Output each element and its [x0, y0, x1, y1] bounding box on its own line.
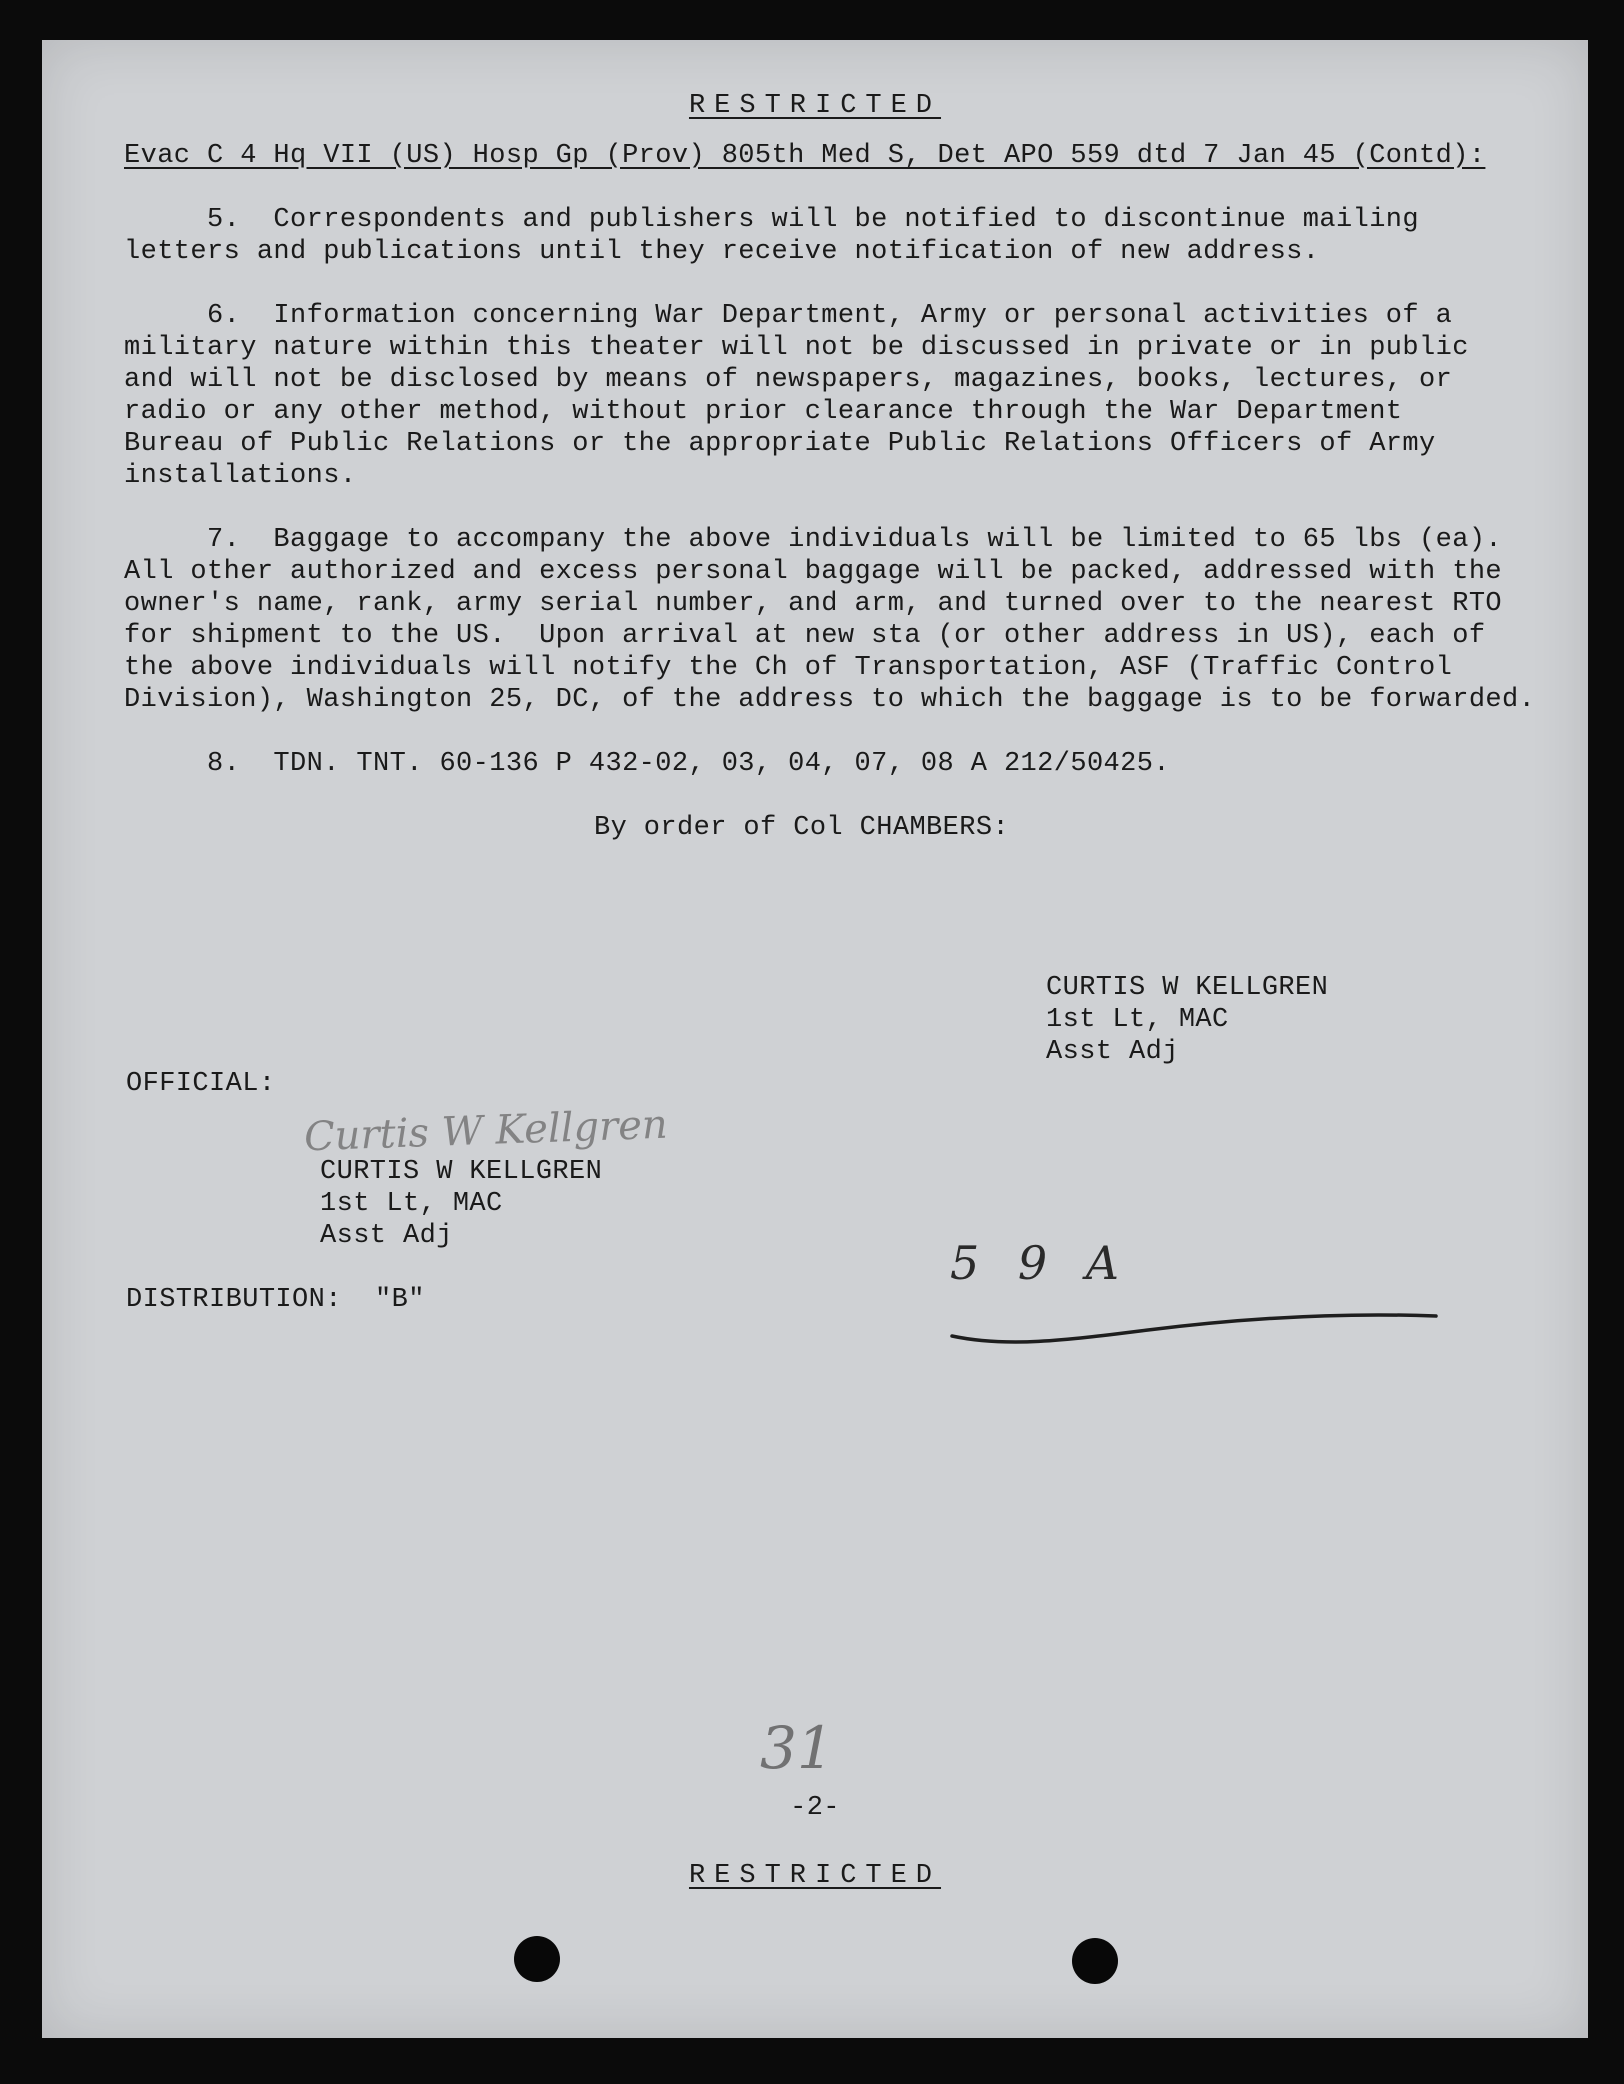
signature-block-1-rank: 1st Lt, MAC	[1046, 1005, 1229, 1035]
paragraph-5-line-2: letters and publications until they receive notification of new address.	[124, 237, 1320, 267]
header-classification: RESTRICTED	[688, 91, 942, 121]
order-by-line: By order of Col CHAMBERS:	[594, 813, 1010, 843]
signature-block-2-name: CURTIS W KELLGREN	[320, 1157, 603, 1187]
punch-hole-left	[514, 1936, 560, 1982]
official-label: OFFICIAL:	[126, 1069, 276, 1099]
paragraph-7-line-6: Division), Washington 25, DC, of the address to which the baggage is to be forwarded.	[124, 685, 1536, 715]
page-number: -2-	[790, 1793, 840, 1823]
signature-block-2-rank: 1st Lt, MAC	[320, 1189, 503, 1219]
signature-block-1-name: CURTIS W KELLGREN	[1046, 973, 1329, 1003]
paragraph-6-line-6: installations.	[124, 461, 357, 491]
paragraph-7-line-4: for shipment to the US. Upon arrival at new sta (or other address in US), each of	[124, 621, 1486, 651]
paragraph-7-line-5: the above individuals will notify the Ch of Transportation, ASF (Traffic Control	[124, 653, 1453, 683]
paragraph-5-line-1: 5. Correspondents and publishers will be notified to discontinue mailing	[124, 205, 1420, 235]
paragraph-6-line-4: radio or any other method, without prior clearance through the War Department	[124, 397, 1403, 427]
document-page	[42, 40, 1588, 2038]
paragraph-6-line-2: military nature within this theater will not be discussed in private or in public	[124, 333, 1469, 363]
handwritten-underline-stroke	[948, 1296, 1448, 1356]
paragraph-6-line-1: 6. Information concerning War Department, Army or personal activities of a	[124, 301, 1453, 331]
paragraph-6-line-3: and will not be disclosed by means of newspapers, magazines, books, lectures, or	[124, 365, 1453, 395]
handwritten-signature: Curtis W Kellgren	[303, 1101, 669, 1161]
handwritten-note: 5 9 A	[950, 1236, 1131, 1290]
footer-classification: RESTRICTED	[688, 1861, 942, 1891]
paragraph-8: 8. TDN. TNT. 60-136 P 432-02, 03, 04, 07, 08 A 212/50425.	[124, 749, 1170, 779]
paragraph-7-line-3: owner's name, rank, army serial number, and arm, and turned over to the nearest RTO	[124, 589, 1503, 619]
paragraph-7-line-2: All other authorized and excess personal baggage will be packed, addressed with the	[124, 557, 1503, 587]
paragraph-6-line-5: Bureau of Public Relations or the appropriate Public Relations Officers of Army	[124, 429, 1436, 459]
handwritten-page-number: 31	[760, 1714, 834, 1782]
signature-block-2-title: Asst Adj	[320, 1221, 453, 1251]
signature-block-1-title: Asst Adj	[1046, 1037, 1179, 1067]
punch-hole-right	[1072, 1938, 1118, 1984]
distribution-line: DISTRIBUTION: "B"	[126, 1285, 425, 1315]
paragraph-7-line-1: 7. Baggage to accompany the above individuals will be limited to 65 lbs (ea).	[124, 525, 1503, 555]
header-reference: Evac C 4 Hq VII (US) Hosp Gp (Prov) 805th Med S, Det APO 559 dtd 7 Jan 45 (Contd):	[124, 141, 1486, 171]
